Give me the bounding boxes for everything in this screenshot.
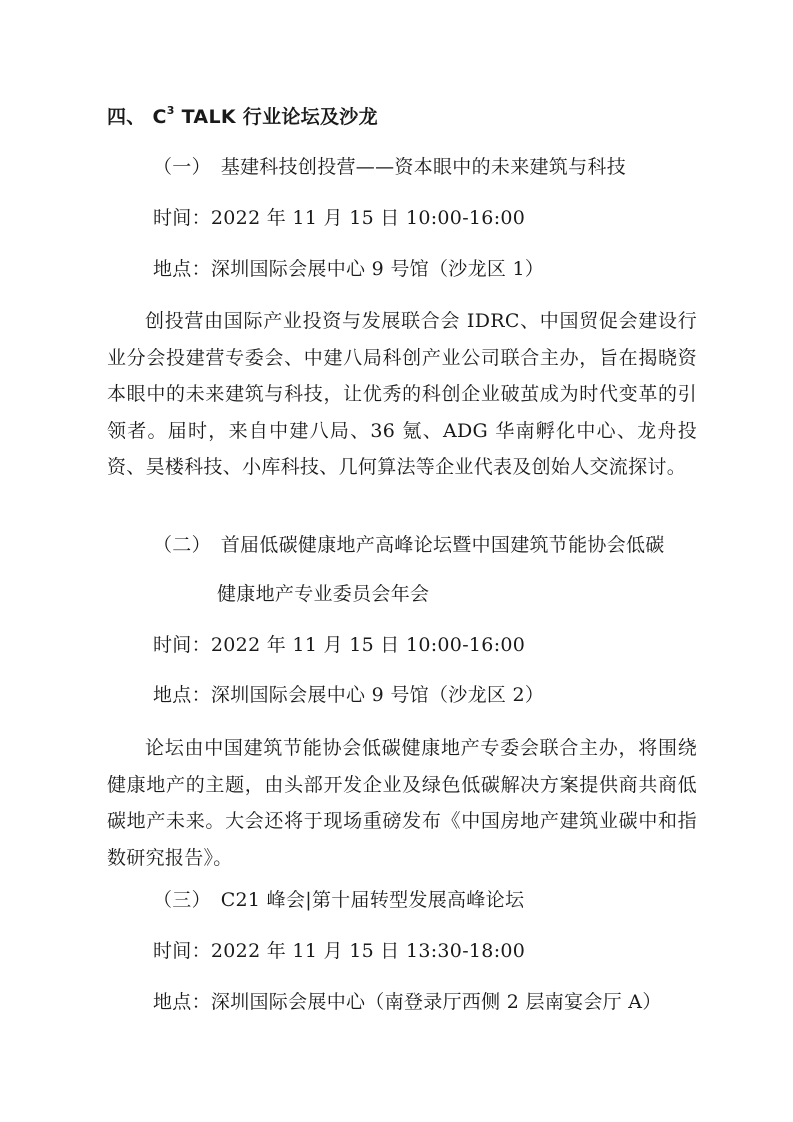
section-heading [107,104,378,128]
event-1-title: （一） 基建科技创投营——资本眼中的未来建筑与科技 [153,156,627,178]
event-2-title-continued: 健康地产专业委员会年会 [217,583,430,605]
event-3-place: 地点：深圳国际会展中心（南登录厅西侧 2 层南宴会厅 A） [153,991,662,1013]
event-3-title: （三） C21 峰会|第十届转型发展高峰论坛 [153,889,525,911]
event-2-description: 论坛由中国建筑节能协会低碳健康地产专委会联合主办，将围绕健康地产的主题，由头部开发企业及绿色低碳解决方案提供商共商低碳地产未来。大会还将于现场重磅发布《中国房地产建筑业碳中和指数研究报告》。 [107,737,697,869]
event-2-place: 地点：深圳国际会展中心 9 号馆（沙龙区 2） [153,684,545,706]
section-heading-prefix: 四、 C [107,106,167,128]
section-heading-superscript: 3 [166,104,175,117]
event-3-time: 时间：2022 年 11 月 15 日 13:30-18:00 [153,940,526,962]
event-2-time: 时间：2022 年 11 月 15 日 10:00-16:00 [153,634,526,656]
event-2-title: （二） 首届低碳健康地产高峰论坛暨中国建筑节能协会低碳 [153,534,665,556]
event-1-time: 时间：2022 年 11 月 15 日 10:00-16:00 [153,207,526,229]
section-heading-suffix: TALK 行业论坛及沙龙 [174,106,378,128]
event-1-description: 创投营由国际产业投资与发展联合会 IDRC、中国贸促会建设行业分会投建营专委会、中建八局科创产业公司联合主办，旨在揭晓资本眼中的未来建筑与科技，让优秀的科创企业破茧成为时代变革的引领者。届时，来自中建八局、36 氪、ADG 华南孵化中心、龙舟投资、昊楼科技、小库科技、几何算法等企业代表及创始人交流探讨。 [107,310,697,478]
event-1-place: 地点：深圳国际会展中心 9 号馆（沙龙区 1） [153,258,545,280]
